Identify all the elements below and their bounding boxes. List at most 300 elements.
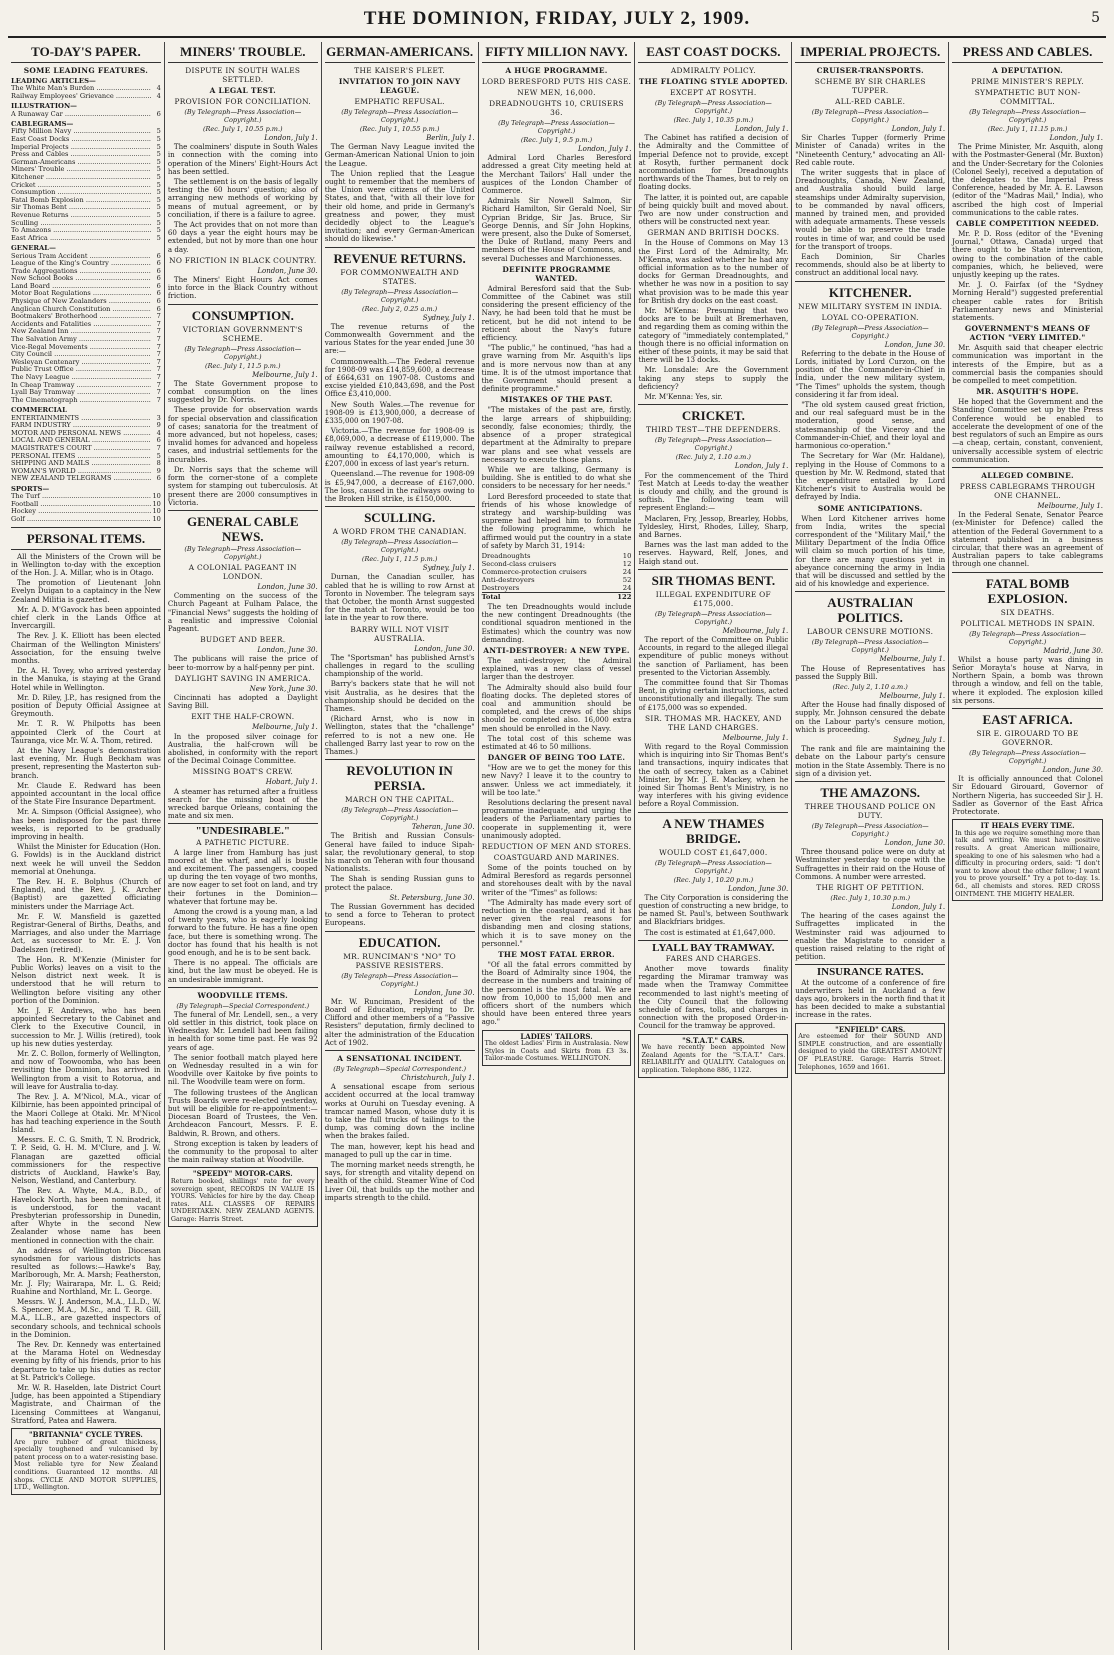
contents-item (11, 493, 161, 501)
article-paragraph: Another move towards finality regarding the Miramar tramway was made when the Tramway Committee recommended to last night's meeting of the City Council that the following schedule of fares, tolls, and charges in connection with the proposed Order-in-Council for the tramway be approved. (638, 964, 789, 1031)
article-paragraph: While we are talking, Germany is building. She is entitled to do what she considers to be necessary for her needs." (481, 464, 632, 491)
contents-item-label: Land Board ..... (11, 283, 151, 291)
contents-item-label: Serious Tram Accident ..... (11, 253, 151, 261)
consumption-title: CONSUMPTION. (191, 307, 294, 323)
contents-item-page: 6 (156, 274, 161, 283)
contents-item-label: Bootmakers' Brotherhood ..... (11, 313, 151, 321)
personal-item: An address of Wellington Diocesan synodsmen for various districts has resulted as follows:—Hawke's Bay, Marlborough, Mr. A. Marsh; Featherston, Mr. J. Fly; Wairarapa, Mr. L. G. Reid; Ruahine and Northland, Mr. L. George. (11, 1245, 161, 1296)
divider (325, 62, 475, 63)
contents-item-label: Vice-Regal Movements ..... (11, 344, 151, 352)
article-paragraph: The Union replied that the League ought to remember that the members of the Union were citizens of the United States, and that, "with all their love for their old home, and pride in Germany's greatness and power, they must decidedly object to the League's invitation; and every German-American should do likewise." (324, 168, 475, 244)
article-paragraph: The coalminers' dispute in South Wales in connection with the coming into operation of the Miners' Eight-Hours Act has been settled. (167, 142, 318, 176)
advertisement-motor-cars (168, 1167, 318, 1226)
contents-item-page: 4 (156, 91, 161, 100)
article-body (482, 864, 632, 948)
divider (952, 572, 1103, 573)
article-body (638, 894, 788, 937)
contents-item-label: ENTERTAINMENTS ..... (11, 415, 151, 423)
sir-thomas-bent-title: SIR THOMAS BENT. (651, 572, 776, 588)
ad-text: Return booked, shillings' rate for every sovereign spent, RECORDS IN VALUE IS YOURS. Vehicles for hire by the day. Cheap rates. ALL CLASSES OF REPAIRS UNDERTAKEN. NEW ZEALAND AGENTS. Garage: Harris Street. (170, 1177, 315, 1224)
personal-item: The Rev. J. A. M'Nicol, M.A., vicar of Kilbirnie, has been appointed principal of the Maori College at Otaki. Mr. M'Nicol has had teaching experience in the South Island. (11, 1092, 161, 1134)
contents-item-page: 5 (156, 210, 161, 219)
contents-item-label: LOCAL AND GENERAL ..... (11, 437, 151, 445)
subheading: MR. RUNCIMAN'S "NO" TO PASSIVE RESISTERS. (343, 951, 457, 970)
article-paragraph: Resolutions declaring the present naval programme inadequate, and urging the leaders of the Parliamentary parties to cooperate in supplementing it, were unanimously adopted. (481, 798, 632, 840)
subheading: THE MOST FATAL ERROR. (498, 950, 615, 960)
subheading: THREE THOUSAND POLICE ON DUTY. (804, 801, 936, 820)
contents-item (11, 159, 161, 167)
contents-item (11, 227, 161, 235)
article-paragraph: The Russian Government has decided to send a force to Teheran to protect Europeans. (324, 902, 475, 928)
received-line: (Rec. July 1, 9.5 p.m.) (520, 136, 593, 144)
subheading: THE FLOATING STYLE ADOPTED. (638, 77, 788, 86)
article-paragraph: New South Wales.—The revenue for 1908-09 is £13,900,000, a decrease of £335,000 on 1907-08. (324, 399, 475, 426)
contents-item (11, 453, 161, 461)
dateline: London, June 30. (257, 646, 318, 655)
article-paragraph: (Richard Arnst, who is now in Wellington, states that the "challenge" referred to is not a new one. He challenged Barry last year to row on the Thames.) (324, 714, 475, 756)
personal-item: Mr. D. Riley, J.P., has resigned from the position of Deputy Official Assignee at Greymouth. (11, 692, 161, 719)
article-paragraph: The committee found that Sir Thomas Bent, in giving certain instructions, acted unconstitutionally and illegally. The sum of £175,000 was so expended. (638, 677, 789, 712)
contents-item-page: 7 (156, 335, 161, 344)
article-paragraph: Admiral Beresford said that the Sub-Committee of the Cabinet was still considering the present efficiency of the Navy, he had been told that he must be reticent, but he did not intend to be reticent about the Navy's future efficiency. (481, 283, 632, 343)
contents-item (11, 235, 161, 243)
subheading: GOVERNMENT'S MEANS OF ACTION "VERY LIMITED." (964, 324, 1091, 343)
contents-item (11, 344, 161, 352)
subheading: A LEGAL TEST. (209, 86, 277, 95)
credit-line: (By Telegraph—Press Association—Copyright.) (811, 323, 929, 340)
contents-item-page: 7 (156, 380, 161, 389)
article-paragraph: The Cabinet has ratified a decision of the Admiralty and the Committee of Imperial Defence not to provide, except at Rosyth, further permanent dock accommodation for Dreadnoughts northwards of the Thames, but to rely on floating docks. (638, 133, 789, 192)
divider (168, 823, 318, 824)
contents-item-label: MOTOR AND PERSONAL NEWS ..... (11, 430, 151, 438)
contents-item-page: 10 (152, 499, 161, 508)
ad-text: We have recently been appointed New Zealand Agents for the "S.T.A.T." Cars. RELIABILITY and QUALITY. Catalogues on application. Telephone 886, 1122. (641, 1043, 786, 1075)
divider (638, 812, 788, 813)
fifty-million-navy-title: FIFTY MILLION NAVY. (485, 44, 628, 59)
dateline: Hobart, July 1. (265, 778, 318, 787)
dateline: Berlin, July 1. (426, 134, 475, 142)
article-paragraph: Referring to the debate in the House of Lords, initiated by Lord Curzon, on the position of the Commander-in-Chief in India, under the new military system, "The Times" upholds the system, though considering it far from ideal. (795, 348, 946, 399)
divider (638, 940, 788, 941)
subheading: MARCH ON THE CAPITAL. (345, 795, 455, 805)
contents-item-page: 6 (156, 297, 161, 306)
contents-item-label: A Runaway Car ..... (11, 111, 151, 119)
dateline: London, June 30. (884, 838, 946, 847)
contents-item (11, 268, 161, 276)
personal-item: Mr. Claude E. Redward has been appointed accountant in the local office of the State Fire Insurance Department. (11, 780, 161, 807)
contents-item-page: 5 (156, 157, 161, 166)
article-body (638, 239, 788, 401)
contents-item-page: 7 (156, 319, 161, 328)
contents-item-label: Sculling ..... (11, 220, 151, 228)
subheading: SIR E. GIROUARD TO BE GOVERNOR. (976, 728, 1079, 747)
divider (325, 759, 475, 760)
credit-line: (By Telegraph—Press Association—Copyright.) (654, 436, 772, 453)
dateline: Sydney, July 1. (422, 564, 475, 573)
divider (325, 247, 475, 248)
contents-item (11, 189, 161, 197)
contents-list (11, 77, 161, 524)
contents-item (11, 93, 161, 101)
table-row (482, 560, 632, 568)
subheading: GERMAN AND BRITISH DOCKS. (647, 228, 780, 238)
dateline: Melbourne, July 1. (722, 626, 789, 635)
article-paragraph: "Of all the fatal errors committed by the Board of Admiralty since 1904, the decrease in the numbers and training of the personnel is the most fatal. We are now from 10,000 to 15,000 men and officers short of the numbers which should have been entered three years ago." (481, 960, 632, 1027)
article-paragraph: With regard to the Royal Commission which is inquiring into Sir Thomas Bent's land transactions, inquiry indicates that the oath of secrecy, taken as a Cabinet Minister, by Mr. J. E. Mackey, when he joined Sir Thomas Bent's Ministry, is no way interferes with his giving evidence before a Royal Commission. (638, 741, 789, 809)
personal-item: Mr. T. R. W. Philpotts has been appointed Clerk of the Court at Tauranga, vice Mr. W. A. Thom, retired. (11, 719, 161, 745)
contents-item-label: SHIPPING AND MAILS ..... (11, 460, 151, 468)
article-paragraph: The morning market needs strength, he says, for strength and vitality depend on health of the child. Steamer Wine of Cod Liver Oil, that builds up the mother and imparts strength to the child. (324, 1160, 475, 1202)
dateline: London, June 30. (414, 988, 475, 997)
article-paragraph: It is officially announced that Colonel Sir Edouard Girouard, Governor of Northern Nigeria, has succeeded Sir J. H. Sadler as Governor of the East Africa Protectorate. (952, 774, 1104, 816)
advertisement-stat-cars (638, 1034, 788, 1078)
contents-item-page: 6 (156, 259, 161, 268)
leading-features-heading: SOME LEADING FEATURES. (23, 66, 149, 75)
subheading: MR. ASQUITH'S HOPE. (976, 387, 1079, 397)
contents-item-page: 6 (156, 289, 161, 298)
contents-item (11, 501, 161, 509)
divider (638, 404, 788, 405)
table-cell-label: Anti-destroyers (481, 575, 535, 584)
credit-line: (By Telegraph—Press Association—Copyright.) (341, 108, 459, 124)
credit-line: (By Telegraph—Special Correspondent.) (176, 1001, 310, 1010)
article-paragraph: The State Government propose to combat consumption on the lines suggested by Dr. Norris. (167, 378, 318, 405)
dateline: London, June 30. (257, 582, 318, 591)
contents-item-page: 7 (156, 350, 161, 359)
credit-line: (By Telegraph—Press Association—Copyright.) (969, 629, 1087, 646)
contents-item-page: 10 (152, 492, 161, 501)
contents-item (11, 260, 161, 268)
fatal-bomb-explosion-title: FATAL BOMB EXPLOSION. (985, 575, 1070, 606)
subheading: VICTORIAN GOVERNMENT'S SCHEME. (182, 324, 303, 343)
divider (638, 569, 788, 570)
subheading: SYMPATHETIC BUT NON-COMMITTAL. (974, 88, 1081, 106)
article-body (952, 230, 1103, 322)
dateline: Melbourne, July 1. (252, 370, 318, 379)
lyall-bay-tramway-title: LYALL BAY TRAMWAY. (652, 941, 775, 954)
sensational-incident-title: A SENSATIONAL INCIDENT. (337, 1054, 463, 1064)
subheading: SOME ANTICIPATIONS. (817, 503, 923, 513)
credit-line: (By Telegraph—Press Association—Copyright.) (341, 287, 459, 304)
contents-item (11, 468, 161, 476)
contents-item-page: 5 (156, 150, 161, 159)
contents-item (11, 475, 161, 483)
article-paragraph: The British and Russian Consuls-General have failed to induce Sipah-salar, the revolutionary general, to stop his march on Teheran with four thousand Nationalists. (324, 831, 475, 874)
table-cell-label: Total (482, 592, 614, 601)
contents-section-heading: GENERAL— (11, 244, 56, 253)
contents-item-label: League of the King's Country ..... (11, 260, 151, 268)
article-paragraph: Mr. Asquith said that cheaper electric communication was important in the interests of the Empire, but as a commercial basis the companies should be compelled to meet competition. (952, 343, 1104, 386)
contents-item-label: NEW ZEALAND TELEGRAMS ..... (11, 475, 151, 483)
contents-item (11, 111, 161, 119)
ad-title: "ENFIELD" CARS. (835, 1024, 906, 1034)
contents-item-page: 5 (156, 172, 161, 181)
credit-line: (By Telegraph—Press Association—Copyright.) (341, 971, 459, 988)
article-paragraph: For the commencement of the Third Test Match at Leeds to-day the weather is cloudy and chilly, and the ground is softish. The following team will represent England:— (638, 470, 789, 513)
dateline: Melbourne, July 1. (879, 691, 946, 700)
subheading: FARES AND CHARGES. (665, 954, 761, 964)
article-paragraph: In the proposed silver coinage for Australia, the half-crown will be abolished, in conformity with the report of the Decimal Coinage Committee. (167, 731, 318, 766)
subheading: ALL-RED CABLE. (835, 97, 906, 106)
divider (168, 62, 318, 63)
subheading: PRESS CABLEGRAMS THROUGH ONE CHANNEL. (959, 481, 1096, 500)
personal-item: Mr. A. D. M'Gavock has been appointed chief clerk in the Lands Office at Invercargill. (11, 604, 161, 631)
contents-section-heading: COMMERCIAL (11, 406, 67, 415)
contents-item-label: Physique of New Zealanders ..... (11, 298, 151, 306)
revenue-returns-title: REVENUE RETURNS. (333, 250, 466, 266)
article-paragraph: A steamer has returned after a fruitless search for the missing boat of the wrecked barque Orleans, containing the mate and six men. (167, 786, 318, 821)
article-paragraph: After the House had finally disposed of supply, Mr. Johnson censured the debate on the Labour party's censure motion, which is proceeding. (795, 700, 946, 734)
contents-item-page: 6 (156, 109, 161, 118)
dateline: Melbourne, July 1. (879, 655, 946, 664)
credit-line: (By Telegraph—Press Association—Copyright.) (341, 538, 459, 555)
contents-item-label: Lyall Bay Tramway ..... (11, 389, 151, 397)
personal-item: Mr. A. Simpson (Official Assignee), who has been indisposed for the past three weeks, is reported to be gradually improving in health. (11, 807, 161, 841)
contents-item-page: 6 (156, 436, 161, 445)
table-row (482, 552, 632, 560)
subheading: BUDGET AND BEER. (200, 635, 286, 645)
article-paragraph: Maclaren, Fry, Jessop, Brearley, Hobbs, Tyldesley, Hirst, Rhodes, Lilley, Sharp, and Barnes. (638, 513, 789, 539)
contents-item (11, 204, 161, 212)
contents-item (11, 306, 161, 314)
subheading: A PATHETIC PICTURE. (196, 837, 290, 847)
article-paragraph: The man, however, kept his head and managed to pull up the car in time. (324, 1141, 475, 1159)
insurance-rates-title: INSURANCE RATES. (816, 966, 924, 979)
contents-item (11, 460, 161, 468)
credit-line: (By Telegraph—Press Association—Copyright.) (811, 108, 929, 124)
article-body (168, 143, 318, 254)
table-cell-value: 24 (622, 583, 632, 592)
article-paragraph: Sir Charles Tupper (formerly Prime Minister of Canada) writes in the "Nineteenth Century," advocating an All-Red cable route. (795, 133, 946, 167)
article-paragraph: The senior football match played here on Wednesday resulted in a win for Woodville over Kaitoke by five points to nil. The Woodville team were on form. (167, 1052, 318, 1087)
subheading: THE RIGHT OF PETITION. (816, 883, 925, 892)
contents-item-label: East Africa ..... (11, 235, 151, 243)
subheading: A DEPUTATION. (992, 66, 1064, 75)
table-cell-label: Dreadnoughts (481, 551, 531, 560)
contents-item-label: Anglican Church Constitution ..... (11, 306, 151, 314)
contents-item-label: Imperial Projects ..... (11, 144, 151, 152)
divider (795, 964, 945, 965)
contents-item-page: 8 (156, 459, 161, 468)
subheading: BARRY WILL NOT VISIT AUSTRALIA. (350, 624, 449, 643)
ad-text: In this age we require something more than talk and writing. We must have positive results. A great American millionaire, speaking to one of his salesmen who had a difficulty in procuring orders, said: "I don't want to know about the other fellow; I want you to prove yourself." Try a pot to-day. 1s. 6d., all chemists and stores. RED CROSS OINTMENT. THE MIGHTY HEALER. (955, 828, 1101, 898)
table-cell-value: 24 (622, 567, 632, 576)
article-paragraph: The German Navy League invited the German-American National Union to join the League. (324, 142, 475, 168)
article-paragraph: The total cost of this scheme was estimated at 46 to 50 millions. (481, 733, 632, 751)
credit-line: (By Telegraph—Press Association—Copyright.) (811, 638, 929, 655)
contents-item-page: 5 (156, 165, 161, 174)
credit-line: (By Telegraph—Press Association—Copyright.) (654, 858, 772, 875)
east-coast-docks-title: EAST COAST DOCKS. (646, 44, 781, 59)
personal-item: Whilst the Minister for Education (Hon. G. Fowlds) is in the Auckland district next week he will unveil the Seddon memorial at Onehunga. (11, 842, 161, 876)
dateline: London, July 1. (734, 125, 789, 133)
contents-item-label: Wesleyan Centenary ..... (11, 359, 151, 367)
article-paragraph: These provide for observation wards for special observation and classification of cases; sanatoria for the treatment of more advanced, but not hopeless, cases; invalid homes for advanced and hopeless cases, and industrial settlements for the incurables. (167, 405, 318, 464)
dateline: London, July 1. (891, 903, 946, 911)
received-line: (Rec. July 1, 10.35 p.m.) (673, 116, 754, 124)
contents-item (11, 174, 161, 182)
received-line: (Rec. July 1, 11.5 p.m.) (361, 555, 438, 564)
divider (795, 62, 945, 63)
contents-item-label: Revenue Returns ..... (11, 212, 151, 220)
table-cell-value: 10 (622, 551, 632, 560)
article-paragraph: Whilst a house party was dining in Señor Morayta's house at Narva, in Northern Spain, a bomb was thrown through a window, and fell on the table, where it exploded. The explosion killed six persons. (952, 654, 1104, 705)
advertisement-cycle-tyres (11, 1428, 161, 1495)
received-line: (Rec. July 2, 0.25 a.m.) (362, 304, 438, 313)
contents-section-heading: ILLUSTRATION— (11, 102, 77, 111)
contents-item-label: New School Books ..... (11, 275, 151, 283)
dateline: London, June 30. (884, 340, 946, 349)
article-paragraph: The "Sportsman" has published Arnst's challenges in regard to the sculling championship of the world. (324, 652, 475, 679)
article-paragraph: "How are we to get the money for this new Navy? I leave it to the country to answer. Unless we act immediately, it will be too late." (481, 763, 632, 797)
contents-item (11, 397, 161, 405)
subheading: A WORD FROM THE CANADIAN. (332, 527, 467, 537)
imperial-projects-title: IMPERIAL PROJECTS. (800, 44, 941, 59)
dateline: London, June 30. (1042, 765, 1104, 774)
article-body (952, 143, 1103, 217)
article-paragraph: The rank and file are maintaining the debate on the Labour party's censure motion in the State Assembly. There is no sign of a division yet. (795, 744, 946, 778)
contents-item (11, 336, 161, 344)
table-cell-label: Commerce-protection cruisers (481, 567, 587, 576)
contents-item (11, 85, 161, 93)
article-body (638, 636, 788, 712)
contents-item (11, 516, 161, 524)
subheading: EXIT THE HALF-CROWN. (191, 712, 295, 722)
woodville-items-title: WOODVILLE ITEMS. (197, 990, 289, 1000)
contents-item-page: 7 (156, 312, 161, 321)
personal-item: Mr. J. F. Andrews, who has been appointed Secretary to the Cabinet and Clerk to the Executive Council, in succession to Mr. J. Willis (retired), took up his new duties yesterday. (11, 1006, 161, 1048)
article-body (325, 832, 475, 891)
article-paragraph: "The old system caused great friction, and our real safeguard must be in the moderation, good sense, and statesmanship of the Viceroy and the Commander-in-Chief, and their loyal and harmonious co-operation." (795, 400, 946, 451)
subheading: LABOUR CENSURE MOTIONS. (807, 627, 934, 637)
contents-item-page: 5 (156, 127, 161, 136)
personal-item: Dr. A. H. Tovey, who arrived yesterday in the Manuka, is staying at the Grand Hotel while in Wellington. (11, 666, 161, 692)
article-paragraph: Three thousand police were on duty at Westminster yesterday to cope with the Suffragettes in their raid on the House of Commons. A number were arrested. (795, 847, 946, 881)
subheading: ANTI-DESTROYER: A NEW TYPE. (483, 645, 630, 655)
contents-item-label: Fifty Million Navy ..... (11, 128, 151, 136)
subheading: THE KAISER'S FLEET. (354, 66, 446, 75)
contents-item (11, 166, 161, 174)
article-paragraph: Barry's backers state that he will not visit Australia, as he desires that the championship should be decided on the Thames. (324, 679, 475, 713)
article-paragraph: In the House of Commons on May 13 the First Lord of the Admiralty, Mr. M'Kenna, was asked whether he had any official information as to the number of docks for German Dreadnoughts, and whether he was now in a position to say what provision was to be made this year for British dry docks on the east coast. (638, 238, 789, 305)
contents-item-page: 5 (156, 233, 161, 242)
article-paragraph: Barnes was the last man added to the reserves. Hayward, Relf, Jones, and Haigh stand out. (638, 540, 789, 566)
article-body (325, 143, 475, 243)
contents-item (11, 359, 161, 367)
contents-item-page: 5 (156, 195, 161, 204)
contents-item-label: WOMAN'S WORLD ..... (11, 468, 151, 476)
article-body (795, 350, 945, 502)
article-body (482, 154, 632, 263)
contents-item (11, 430, 161, 438)
contents-item-page: 5 (156, 203, 161, 212)
credit-line: (By Telegraph—Press Association—Copyright.) (341, 806, 459, 823)
dateline: Sydney, July 1. (893, 735, 946, 744)
received-line: (Rec. July 1, 10.30 p.m.) (830, 894, 911, 902)
contents-item-label: MAGISTRATE'S COURT ..... (11, 445, 151, 453)
divider (795, 281, 945, 282)
article-paragraph: Victoria.—The revenue for 1908-09 is £8,069,000, a decrease of £119,000. The railway revenue established a record, amounting to £4,170,000, which is £207,000 in excess of last year's return. (324, 426, 475, 469)
masthead-title: THE DOMINION, FRIDAY, JULY 2, 1909. (363, 8, 751, 29)
subheading: PROVISION FOR CONCILIATION. (174, 97, 312, 106)
contents-item-label: The Navy League ..... (11, 374, 151, 382)
contents-item-label: PERSONAL ITEMS ..... (11, 453, 151, 461)
article-paragraph: Lord Beresford proceeded to state that friends of his whose knowledge of strategy and warship-building was supreme had helped him to formulate the following programme, which he affirmed would put the country in a state of safety by March 31, 1914: (481, 491, 632, 550)
subheading: EMPHATIC REFUSAL. (354, 97, 445, 106)
contents-item-label: Public Trust Office ..... (11, 366, 151, 374)
contents-item (11, 415, 161, 423)
contents-item-label: To Amazons ..... (11, 227, 151, 235)
subheading: DREADNOUGHTS 10, CRUISERS 36. (489, 99, 624, 117)
contents-item (11, 283, 161, 291)
credit-line: (By Telegraph—Press Association—Copyright.) (498, 119, 615, 135)
column-fifty-million-navy (479, 42, 636, 1650)
dateline: London, July 1. (891, 125, 946, 133)
article-paragraph: A large liner from Hamburg has just moored at the wharf, and all is bustle and excitement. The passengers, cooped up during the ten voyage of two months, are now eager to set foot on land, and try their fortunes in the Dominion—whatever that fortune may be. (167, 847, 318, 906)
contents-item-page: 5 (156, 226, 161, 235)
article-body (168, 849, 318, 984)
personal-item: All the Ministers of the Crown will be in Wellington to-day with the exception of the Hon. J. A. Millar, who is in Otago. (11, 551, 161, 577)
contents-item (11, 313, 161, 321)
contents-item (11, 151, 161, 159)
australian-politics-title: AUSTRALIAN POLITICS. (827, 595, 914, 626)
dateline: London, June 30. (414, 644, 475, 653)
contents-item-label: Press and Cables ..... (11, 151, 151, 159)
personal-item: The Rev. J. K. Elliott has been elected Chairman of the Wellington Ministers' Association, for the ensuing twelve months. (11, 631, 161, 665)
contents-item-page: 3 (156, 413, 161, 422)
article-paragraph: Commenting on the success of the Church Pageant at Fulham Palace, the "Financial News" suggests the holding of a realistic and impressive Colonial Pageant. (167, 591, 318, 633)
undesirable-title: "UNDESIRABLE." (195, 825, 290, 838)
subheading: ALLEGED COMBINE. (981, 470, 1074, 480)
article-body (482, 285, 632, 394)
personal-item: Mr. Z. C. Bollon, formerly of Wellington, and now of Toowoomba, who has been revisiting the Dominion, has arrived in Wellington from a visit to Rotorua, and will leave for Australia to-day. (11, 1049, 161, 1091)
advertisement-ladies-tailors (482, 1030, 632, 1066)
subheading: REDUCTION OF MEN AND STORES. (481, 842, 632, 852)
article-body (325, 654, 475, 756)
article-paragraph: The writer suggests that in place of Dreadnoughts, Canada, New Zealand, and Australia should build large steamships under Admiralty supervision, to be commanded by naval officers, manned by trained men, and provided with adequate armaments. These vessels would be able to preserve the trade routes in time of war, and could be used for the transport of troops. (795, 168, 946, 251)
subheading: LORD BERESFORD PUTS HIS CASE. (481, 77, 632, 86)
article-paragraph: The City Corporation is considering the question of constructing a new bridge, to be named St. Paul's, between Southwark and Blackfriars bridges. (638, 892, 789, 927)
credit-line: (By Telegraph—Press Association—Copyright.) (184, 108, 302, 124)
column-imperial-projects (792, 42, 949, 1650)
ad-title: "SPEEDY" MOTOR-CARS. (192, 1169, 293, 1179)
article-paragraph: "The public," he continued, "has had a grave warning from Mr. Asquith's lips and is more nervous now than at any time. It is of the utmost importance that the Government should present a definite programme." (481, 343, 632, 394)
article-paragraph: Some of the points touched on by Admiral Beresford as regards personnel and storehouses dealt with by the naval writer of the "Times" as follows: (481, 863, 632, 897)
divider (168, 510, 318, 511)
table-row (482, 576, 632, 584)
dateline: Melbourne, July 1. (252, 723, 318, 732)
press-and-cables-title: PRESS AND CABLES. (962, 44, 1093, 59)
subheading: ILLEGAL EXPENDITURE OF £175,000. (655, 589, 771, 608)
subheading: CABLE COMPETITION NEEDED. (956, 219, 1100, 229)
masthead (8, 6, 1106, 38)
ad-title: "BRITANNIA" CYCLE TYRES. (29, 1430, 143, 1440)
contents-item (11, 298, 161, 306)
subheading: COASTGUARD AND MARINES. (493, 853, 620, 863)
contents-item-label: The Turf ..... (11, 493, 151, 501)
subheading: DAYLIGHT SAVING IN AMERICA. (174, 673, 311, 683)
ad-title: IT HEALS EVERY TIME. (980, 821, 1075, 831)
table-cell-value: 52 (622, 575, 632, 584)
divider (795, 781, 945, 782)
miners-trouble-title: MINERS' TROUBLE. (180, 44, 306, 59)
subheading: SIX DEATHS. (1000, 607, 1055, 617)
sculling-title: SCULLING. (364, 510, 436, 526)
divider (168, 987, 318, 988)
contents-item-label: In Cheap Tramway ..... (11, 382, 151, 390)
dateline: Madrid, June 30. (1043, 646, 1104, 655)
personal-item: At the Navy League's demonstration last evening, Mr. Hugh Beckham was present, representing the Masterton sub-branch. (11, 745, 161, 780)
